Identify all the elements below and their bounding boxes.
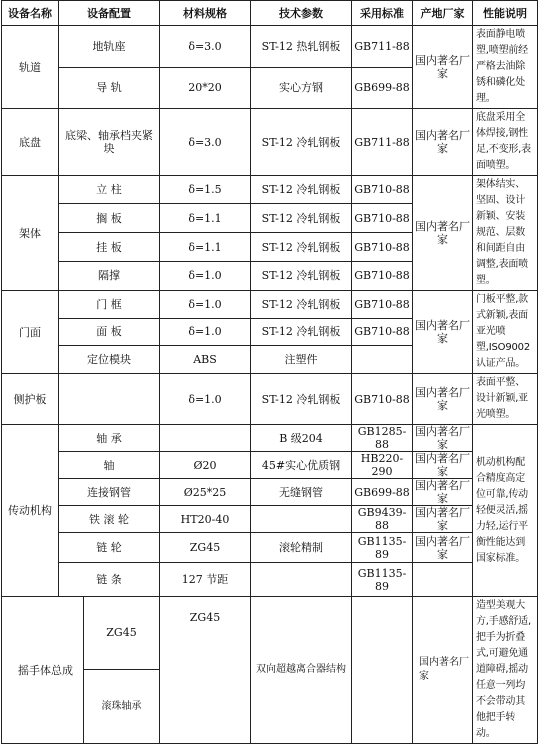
row-desc: 机动机构配合精度高定位可靠,传动轻便灵活,摇力轻,运行平衡性能达到国家标准。 — [473, 425, 538, 597]
row-config: 链 条 — [59, 563, 160, 597]
table-row — [2, 533, 538, 563]
row-config: 底梁、轴承档夹紧块 — [59, 109, 160, 176]
row-material: δ=1.0 — [160, 374, 251, 425]
row-material: 20*20 — [160, 67, 251, 109]
row-config — [59, 374, 160, 425]
row-tech: ST-12 冷轧钢板 — [251, 204, 352, 233]
row-maker: 国内著名厂家 — [413, 452, 473, 479]
row-material: δ=1.1 — [160, 233, 251, 261]
table-row — [2, 109, 538, 176]
row-maker: 国内著名厂家 — [413, 374, 473, 425]
row-maker: 国内著名厂家 — [413, 533, 473, 563]
row-standard: GB699-88 — [352, 67, 413, 109]
row-standard: GB1135-89 — [352, 533, 413, 563]
row-standard — [352, 346, 413, 374]
row-tech: 滚轮精制 — [251, 533, 352, 563]
row-config: 链 轮 — [59, 533, 160, 563]
row-tech: 无缝钢管 — [251, 479, 352, 506]
row-material: HT20-40 — [160, 506, 251, 533]
row-config: 定位模块 — [59, 346, 160, 374]
row-material: ABS — [160, 346, 251, 374]
row-name: 侧护板 — [2, 374, 59, 425]
row-name: 摇手体总成 — [2, 597, 84, 744]
row-tech: ST-12 冷轧钢板 — [251, 109, 352, 176]
row-standard — [352, 597, 413, 744]
row-maker: 国内著名厂家 — [413, 597, 473, 744]
row-desc: 造型美观大方,手感舒适,把手为折叠式,可避免通道障碍,摇动任意一列均不会带动其他把手转动。 — [473, 597, 538, 744]
header-standard: 采用标准 — [352, 1, 413, 26]
row-material: ZG45 — [160, 597, 251, 744]
row-config: 铁 滚 轮 — [59, 506, 160, 533]
row-maker: 国内著名厂家 — [413, 479, 473, 506]
header-desc: 性能说明 — [473, 1, 538, 26]
row-tech: ST-12 冷轧钢板 — [251, 233, 352, 261]
row-desc: 门板平整,款式新颖,表面亚光喷塑,ISO9002 认证产品。 — [473, 291, 538, 374]
row-maker — [413, 563, 473, 597]
row-standard: GB710-88 — [352, 176, 413, 204]
table-row — [2, 291, 538, 319]
header-tech: 技术参数 — [251, 1, 352, 26]
row-tech — [251, 506, 352, 533]
row-name: 门面 — [2, 291, 59, 374]
row-tech: ST-12 冷轧钢板 — [251, 176, 352, 204]
header-config: 设备配置 — [59, 1, 160, 26]
table-row — [2, 563, 538, 597]
row-config: 导 轨 — [59, 67, 160, 109]
row-tech: 45#实心优质钢 — [251, 452, 352, 479]
row-standard: GB710-88 — [352, 374, 413, 425]
row-standard: GB711-88 — [352, 26, 413, 68]
row-name: 架体 — [2, 176, 59, 291]
table-row — [2, 26, 538, 68]
header-material: 材料规格 — [160, 1, 251, 26]
row-name: 轨道 — [2, 26, 59, 109]
row-standard: HB220-290 — [352, 452, 413, 479]
row-tech: ST-12 冷轧钢板 — [251, 318, 352, 346]
row-standard: GB711-88 — [352, 109, 413, 176]
row-standard: GB9439-88 — [352, 506, 413, 533]
table-row — [2, 506, 538, 533]
row-config: ZG45 — [84, 597, 160, 670]
row-desc: 表面静电喷塑,喷塑前经严格去油除锈和磷化处理。 — [473, 26, 538, 109]
spec-table — [1, 0, 538, 744]
row-material: δ=1.5 — [160, 176, 251, 204]
row-standard: GB1285-88 — [352, 425, 413, 452]
row-config: 轴 承 — [59, 425, 160, 452]
row-maker: 国内著名厂家 — [413, 291, 473, 374]
row-material: δ=3.0 — [160, 26, 251, 68]
row-standard: GB710-88 — [352, 204, 413, 233]
table-row — [2, 374, 538, 425]
row-standard: GB710-88 — [352, 291, 413, 319]
row-tech — [251, 563, 352, 597]
row-maker: 国内著名厂家 — [413, 26, 473, 109]
row-standard: GB1135-89 — [352, 563, 413, 597]
row-material: δ=1.0 — [160, 318, 251, 346]
table-row — [2, 425, 538, 452]
row-material: Ø20 — [160, 452, 251, 479]
row-config: 挂 板 — [59, 233, 160, 261]
table-header-row — [2, 1, 538, 26]
row-tech: 注塑件 — [251, 346, 352, 374]
row-name: 传动机构 — [2, 425, 59, 597]
row-material: δ=1.0 — [160, 291, 251, 319]
row-material: 127 节距 — [160, 563, 251, 597]
row-config: 滚珠轴承 — [84, 669, 160, 743]
row-config: 门 框 — [59, 291, 160, 319]
header-maker: 产地厂家 — [413, 1, 473, 26]
row-maker: 国内著名厂家 — [413, 425, 473, 452]
row-material — [160, 425, 251, 452]
row-tech: ST-12 冷轧钢板 — [251, 374, 352, 425]
table-row — [2, 176, 538, 204]
row-config: 面 板 — [59, 318, 160, 346]
row-config: 搁 板 — [59, 204, 160, 233]
table-row — [2, 479, 538, 506]
row-material: δ=3.0 — [160, 109, 251, 176]
row-tech: ST-12 热轧钢板 — [251, 26, 352, 68]
row-standard: GB710-88 — [352, 318, 413, 346]
row-config: 轴 — [59, 452, 160, 479]
row-config: 连接钢管 — [59, 479, 160, 506]
header-device-name: 设备名称 — [2, 1, 59, 26]
row-config: 隔撑 — [59, 261, 160, 290]
row-name: 底盘 — [2, 109, 59, 176]
row-standard: GB710-88 — [352, 233, 413, 261]
row-tech: 实心方钢 — [251, 67, 352, 109]
row-config: 地轨座 — [59, 26, 160, 68]
row-material: δ=1.1 — [160, 204, 251, 233]
row-maker: 国内著名厂家 — [413, 506, 473, 533]
row-standard: GB710-88 — [352, 261, 413, 290]
row-tech: ST-12 冷轧钢板 — [251, 291, 352, 319]
row-standard: GB699-88 — [352, 479, 413, 506]
row-maker: 国内著名厂家 — [413, 109, 473, 176]
row-material: ZG45 — [160, 533, 251, 563]
table-row — [2, 597, 538, 670]
row-tech: ST-12 冷轧钢板 — [251, 261, 352, 290]
row-config: 立 柱 — [59, 176, 160, 204]
row-desc: 架体结实、坚固、设计新颖、安装规范、层数和间距自由调整,表面喷塑。 — [473, 176, 538, 291]
row-tech: B 级204 — [251, 425, 352, 452]
row-desc: 底盘采用全体焊接,钢性足,不变形,表面喷塑。 — [473, 109, 538, 176]
row-maker: 国内著名厂家 — [413, 176, 473, 291]
table-row — [2, 452, 538, 479]
row-tech: 双向超越离合器结构 — [251, 597, 352, 744]
row-desc: 表面平整、设计新颖,亚光喷塑。 — [473, 374, 538, 425]
row-material: Ø25*25 — [160, 479, 251, 506]
row-material: δ=1.0 — [160, 261, 251, 290]
